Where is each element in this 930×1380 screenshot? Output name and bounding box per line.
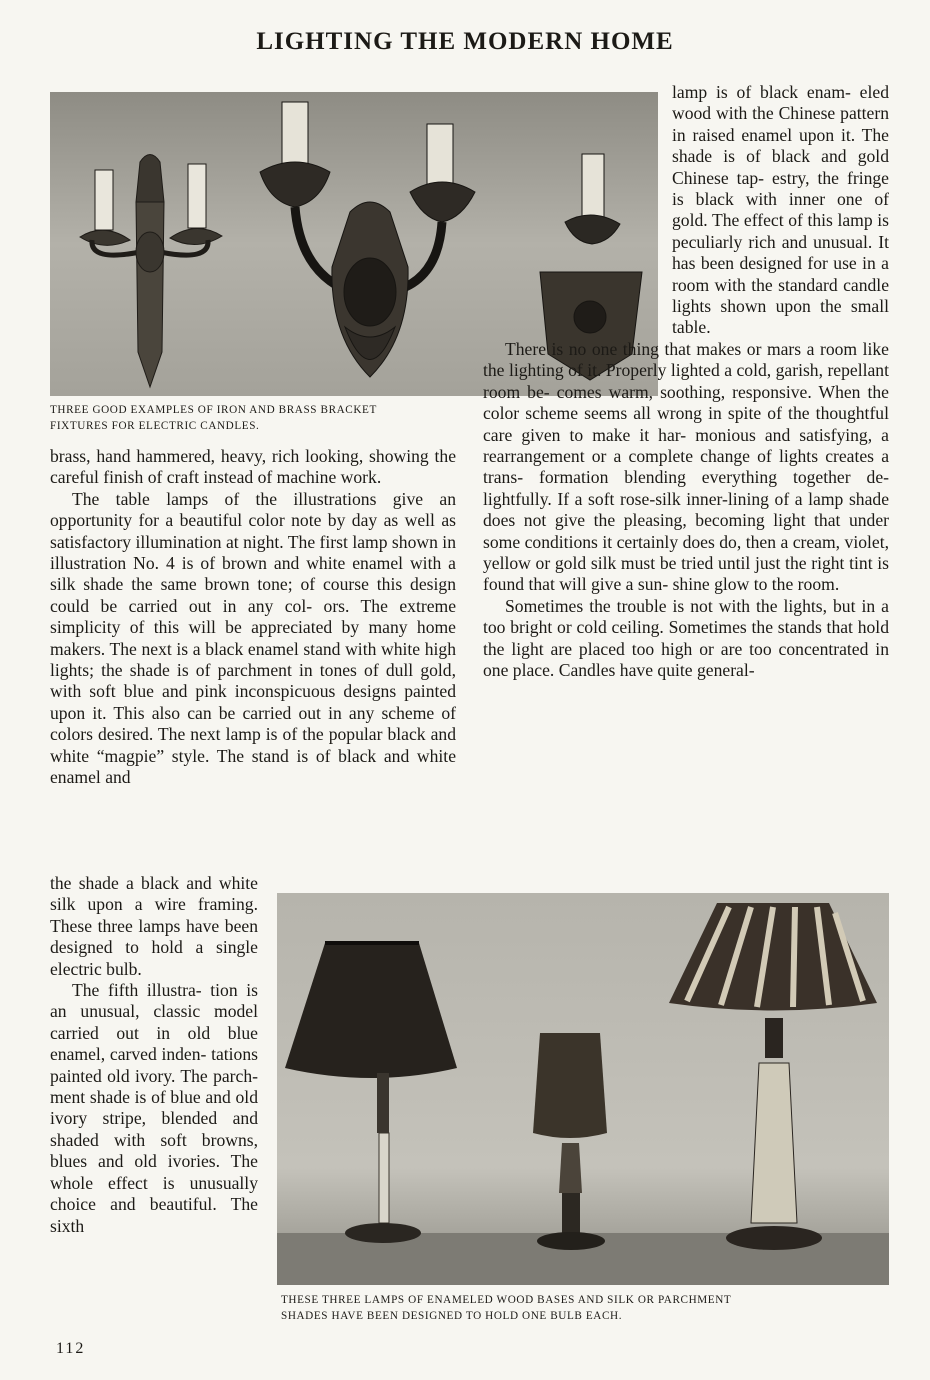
- left-paragraph-4: The fifth illustra- tion is an unusual, classic model carried out in old blue enamel, carved inden- tations painted old ivory. The parch- ment shade is of blue and old ivory stripe, blended and shaded with soft browns, blues and old ivories. The whole effect is unusually choice and beautiful. The sixth: [50, 980, 258, 1236]
- right-column: [483, 82, 889, 681]
- left-column: [50, 446, 456, 789]
- table-lamps-photo: [277, 893, 889, 1285]
- bottom-figure-caption: [281, 1292, 893, 1324]
- page-title: LIGHTING THE MODERN HOME: [256, 28, 674, 55]
- left-paragraph-2: The table lamps of the illustrations give an opportunity for a beautiful color note by day as well as satisfactory illumination at night. The first lamp shown in illustration No. 4 is of brown and white enamel with a silk shade the same brown tone; of course this design could be carried out in any col- ors. The extreme simplicity of this will be appreciated by many home makers. The next is a black enamel stand with white high lights; the shade is of parchment in tones of dull gold, with soft blue and pink inconspicuous designs painted upon it. This also can be carried out in any scheme of colors desired. The next lamp is of the popular black and white “magpie” style. The stand is of black and white enamel and: [50, 488, 456, 788]
- top-caption-line-2: FIXTURES FOR ELECTRIC CANDLES.: [50, 420, 260, 432]
- right-paragraph-1: lamp is of black enam- eled wood with the Chinese pattern in raised enamel upon it. The shade is of black and gold Chinese tap- estry, the fringe is black with inner one of gold. The effect of this lamp is peculiarly rich and unusual. It has been designed for use in a room with the standard candle lights shown upon the small table.: [672, 82, 889, 338]
- left-paragraph-3: the shade a black and white silk upon a wire framing. These three lamps have been designed to hold a single electric bulb.: [50, 873, 258, 979]
- left-narrow-column: [50, 873, 258, 1237]
- bottom-caption-line-1: THESE THREE LAMPS OF ENAMELED WOOD BASES AND SILK OR PARCHMENT: [281, 1294, 732, 1306]
- right-paragraph-2: There is no one thing that makes or mars a room like the lighting of it. Properly lighted a cold, garish, repellant room be- comes warm, soothing, responsive. When the color scheme seems all wrong in spite of the thoughtful care given to make it har- monious and satisfying, a rearrangement or a complete change of lights creates a trans- formation blending everything together de- lightfully. If a soft rose-silk inner-lining of a lamp shade does not give the pleasing, becoming light that under some conditions it certainly does do, then a cream, violet, yellow or gold silk must be tried until just the right tint is found that will give a sun- shine glow to the room.: [483, 338, 889, 595]
- top-caption-line-1: THREE GOOD EXAMPLES OF IRON AND BRASS BRACKET: [50, 404, 377, 416]
- bottom-caption-line-2: SHADES HAVE BEEN DESIGNED TO HOLD ONE BULB EACH.: [281, 1310, 623, 1322]
- page-number: 112: [56, 1340, 86, 1357]
- table-lamps-illustration: [277, 893, 889, 1285]
- right-paragraph-3: Sometimes the trouble is not with the lights, but in a too bright or cold ceiling. Sometimes the stands that hold the light are placed too high or are too concentrated in one place. Candles have quite general-: [483, 595, 889, 680]
- left-paragraph-1: brass, hand hammered, heavy, rich looking, showing the careful finish of craft instead of machine work.: [50, 446, 456, 488]
- top-figure-caption: [50, 402, 470, 434]
